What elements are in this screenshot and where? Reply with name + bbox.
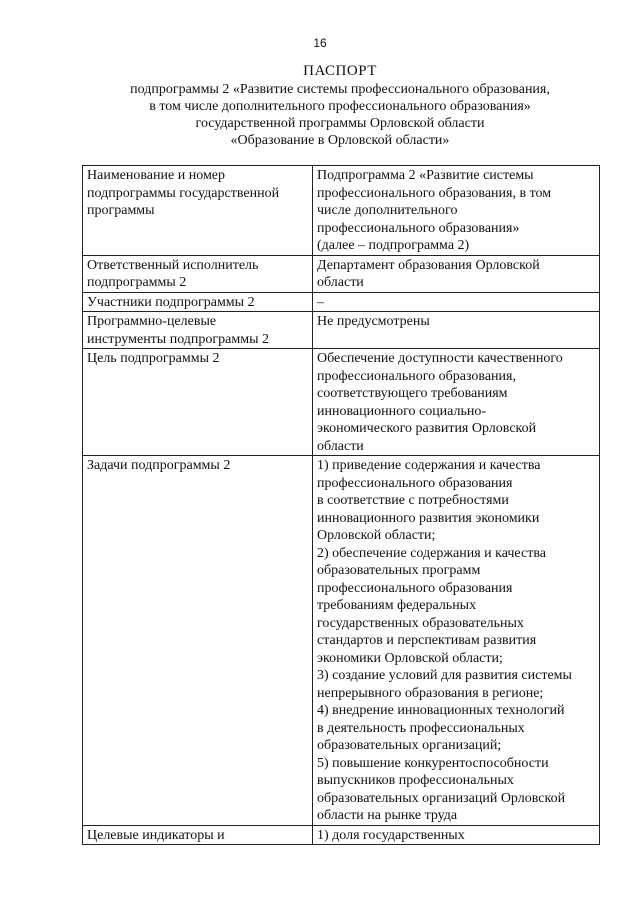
document-title: ПАСПОРТ (303, 63, 377, 79)
table-row (83, 292, 600, 312)
row-value-line: образовательных программ (317, 563, 481, 578)
row-value-line: области (317, 275, 364, 290)
row-label-line: Задачи подпрограммы 2 (87, 458, 231, 473)
row-value-line: стандартов и перспективам развития (317, 633, 537, 648)
row-value-cell (313, 349, 600, 456)
row-value-line: Подпрограмма 2 «Развитие системы (317, 168, 534, 183)
row-label-cell (83, 349, 313, 456)
row-value-line: 4) внедрение инновационных технологий (317, 703, 565, 718)
row-value-line: Орловской области; (317, 528, 436, 543)
row-value-line: 2) обеспечение содержания и качества (317, 545, 546, 561)
document-subtitle-line: государственной программы Орловской области (195, 116, 485, 131)
row-value-line: инновационного развития экономики (317, 510, 540, 526)
table-row (83, 456, 600, 826)
row-value-line: – (317, 294, 324, 310)
row-label-line: Целевые индикаторы и (87, 827, 225, 843)
document-subtitle-line: подпрограммы 2 «Развитие системы профессионального образования, (130, 82, 550, 97)
passport-table (82, 165, 600, 845)
row-value-line: соответствующего требованиям (317, 386, 508, 401)
table-row (83, 166, 600, 256)
row-value-line: профессионального образования, в том (317, 185, 552, 201)
row-value-line: Обеспечение доступности качественного (317, 351, 563, 366)
row-value-line: области на рынке труда (317, 808, 458, 823)
row-value-line: образовательных организаций; (317, 738, 502, 753)
row-label-cell (83, 825, 313, 845)
table-row (83, 312, 600, 349)
row-value-cell (313, 292, 600, 312)
row-value-line: области (317, 438, 364, 454)
row-value-line: требованиям федеральных (317, 598, 477, 613)
row-label-cell (83, 255, 313, 292)
table-row (83, 825, 600, 845)
row-value-line: инновационного социально- (317, 403, 487, 419)
row-label-cell (83, 312, 313, 349)
row-value-line: выпускников профессиональных (317, 773, 514, 788)
row-value-cell (313, 825, 600, 845)
row-value-line: 5) повышение конкурентоспособности (317, 755, 549, 771)
row-label-cell (83, 292, 313, 312)
row-label-line: инструменты подпрограммы 2 (87, 331, 269, 347)
row-value-line: Департамент образования Орловской (317, 257, 540, 273)
row-value-line: государственных образовательных (317, 615, 524, 631)
row-label-line: подпрограммы 2 (87, 275, 187, 290)
row-value-line: образовательных организаций Орловской (317, 790, 566, 806)
row-value-line: профессионального образования, (317, 368, 516, 384)
row-value-line: 3) создание условий для развития системы (317, 668, 572, 683)
document-subtitle-line: в том числе дополнительного профессионального образования» (149, 99, 531, 114)
row-value-line: числе дополнительного (317, 203, 458, 218)
row-value-line: (далее – подпрограмма 2) (317, 238, 470, 253)
row-label-line: Участники подпрограммы 2 (87, 294, 255, 310)
row-value-line: экономики Орловской области; (317, 650, 503, 666)
row-label-line: Программно-целевые (87, 314, 217, 329)
row-value-line: 1) приведение содержания и качества (317, 458, 541, 473)
row-value-line: профессионального образования» (317, 220, 520, 236)
document-header (60, 62, 620, 149)
row-value-line: Не предусмотрены (317, 314, 430, 329)
row-value-line: 1) доля государственных (317, 827, 465, 843)
row-label-line: Цель подпрограммы 2 (87, 351, 220, 366)
row-label-line: подпрограммы государственной (87, 185, 280, 201)
row-value-cell (313, 456, 600, 826)
table-row (83, 349, 600, 456)
table-row (83, 255, 600, 292)
row-value-line: в соответствие с потребностями (317, 493, 509, 508)
row-value-line: профессионального образования (317, 580, 513, 596)
row-label-cell (83, 456, 313, 826)
row-label-cell (83, 166, 313, 256)
row-value-line: непрерывного образования в регионе; (317, 685, 544, 701)
row-value-line: экономического развития Орловской (317, 421, 537, 436)
row-value-cell (313, 166, 600, 256)
row-value-line: профессионального образования (317, 475, 513, 491)
document-subtitle-line: «Образование в Орловской области» (230, 133, 450, 148)
page-number: 16 (313, 36, 327, 50)
passport-table-body (83, 166, 600, 845)
row-label-line: Ответственный исполнитель (87, 257, 259, 273)
row-label-line: Наименование и номер (87, 168, 226, 183)
row-value-cell (313, 255, 600, 292)
row-label-line: программы (87, 203, 155, 218)
row-value-cell (313, 312, 600, 349)
row-value-line: в деятельность профессиональных (317, 720, 525, 736)
